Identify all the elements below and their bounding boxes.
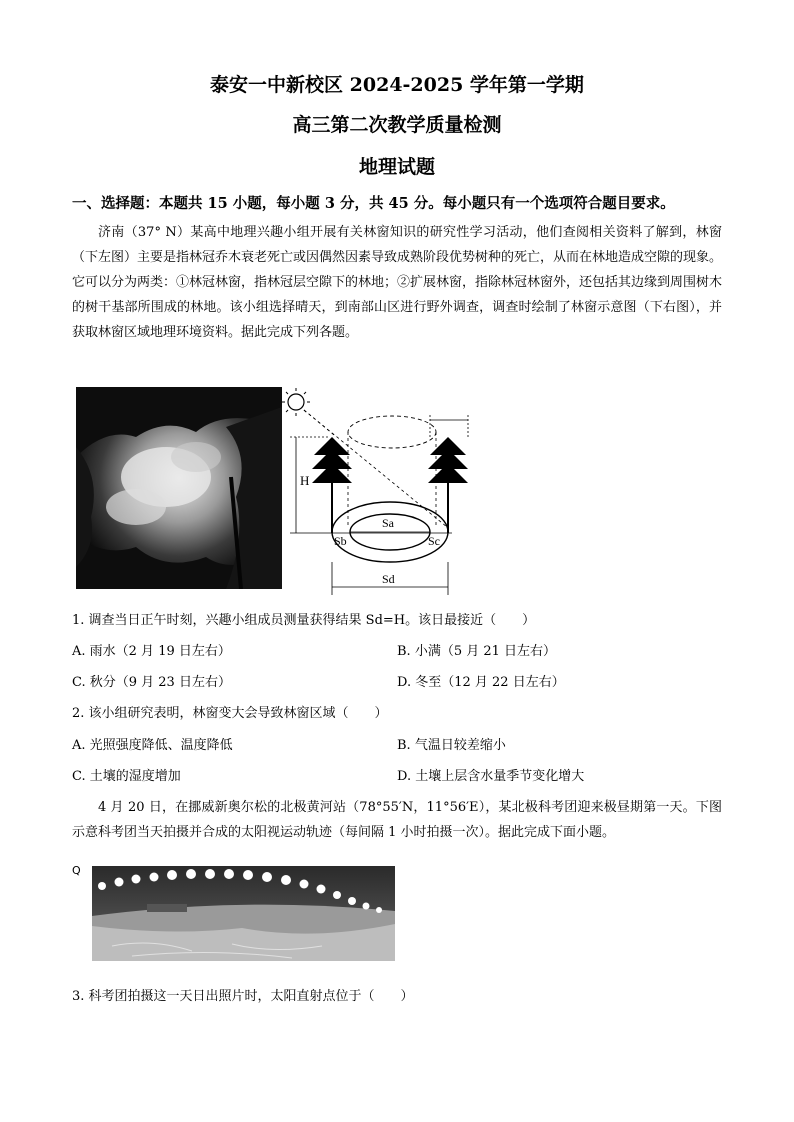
question-2-option-c[interactable]: C. 土壤的湿度增加 <box>72 769 181 784</box>
tree-icon-right <box>428 437 468 533</box>
passage-arctic-station: 4 月 20 日，在挪威新奥尔松的北极黄河站（78°55′N，11°56′E），某北极科考团迎来极昼期第一天。下图示意科考团当天拍摄并合成的太阳视运动轨迹（每间隔 1 小时拍摄一次）。据此完成下面小题。 <box>72 800 722 840</box>
question-1-option-d[interactable]: D. 冬至（12 月 22 日左右） <box>397 675 565 690</box>
question-2-option-b[interactable]: B. 气温日较差缩小 <box>397 738 506 753</box>
question-1-option-c[interactable]: C. 秋分（9 月 23 日左右） <box>72 675 231 690</box>
passage-forest-gap: 济南（37° N）某高中地理兴趣小组开展有关林窗知识的研究性学习活动，他们查阅相关资料了解到，林窗（下左图）主要是指林冠乔木衰老死亡或因偶然因素导致成熟阶段优势树种的死亡，从而在林地造成空隙的现象。它可以分为两类：①林冠林窗，指林冠层空隙下的林地；②扩展林窗，指除林冠林窗外，还包括其边缘到周围树木的树干基部所围成的林地。该小组选择晴天，到南部山区进行野外调查，调查时绘制了林窗示意图（下右图），并获取林窗区域地理环境资料。据此完成下列各题。 <box>72 225 723 340</box>
question-2-option-a[interactable]: A. 光照强度降低、温度降低 <box>72 738 233 753</box>
label-sa: Sa <box>382 516 394 530</box>
label-sb: Sb <box>334 534 347 548</box>
question-2-option-d[interactable]: D. 土壤上层含水量季节变化增大 <box>397 769 585 784</box>
sun-path-photo <box>92 866 395 961</box>
forest-gap-photo <box>76 387 282 589</box>
canopy-image <box>76 387 282 589</box>
tree-icon-left <box>312 437 352 533</box>
question-1-option-b[interactable]: B. 小满（5 月 21 日左右） <box>397 644 557 659</box>
exam-title-test: 高三第二次教学质量检测 <box>292 114 502 136</box>
label-h: H <box>300 473 310 488</box>
exam-title-subject: 地理试题 <box>358 156 435 178</box>
question-2-stem: 2. 该小组研究表明，林窗变大会导致林窗区域（ ） <box>72 706 388 721</box>
label-sd: Sd <box>382 572 395 586</box>
question-1-stem: 1. 调查当日正午时刻，兴趣小组成员测量获得结果 Sd=H。该日最接近（ ） <box>72 613 536 628</box>
sun-path-label-q: Q <box>72 864 81 877</box>
label-sc: Sc <box>428 534 440 548</box>
section-heading: 一、选择题：本题共 15 小题，每小题 3 分，共 45 分。每小题只有一个选项符合题目要求。 <box>72 195 675 212</box>
sun-trail-icon <box>92 866 395 961</box>
question-1-option-a[interactable]: A. 雨水（2 月 19 日左右） <box>72 644 231 659</box>
exam-title-school: 泰安一中新校区 2024-2025 学年第一学期 <box>210 74 584 96</box>
forest-gap-diagram <box>282 387 482 597</box>
question-3-stem: 3. 科考团拍摄这一天日出照片时，太阳直射点位于（ ） <box>72 989 414 1004</box>
